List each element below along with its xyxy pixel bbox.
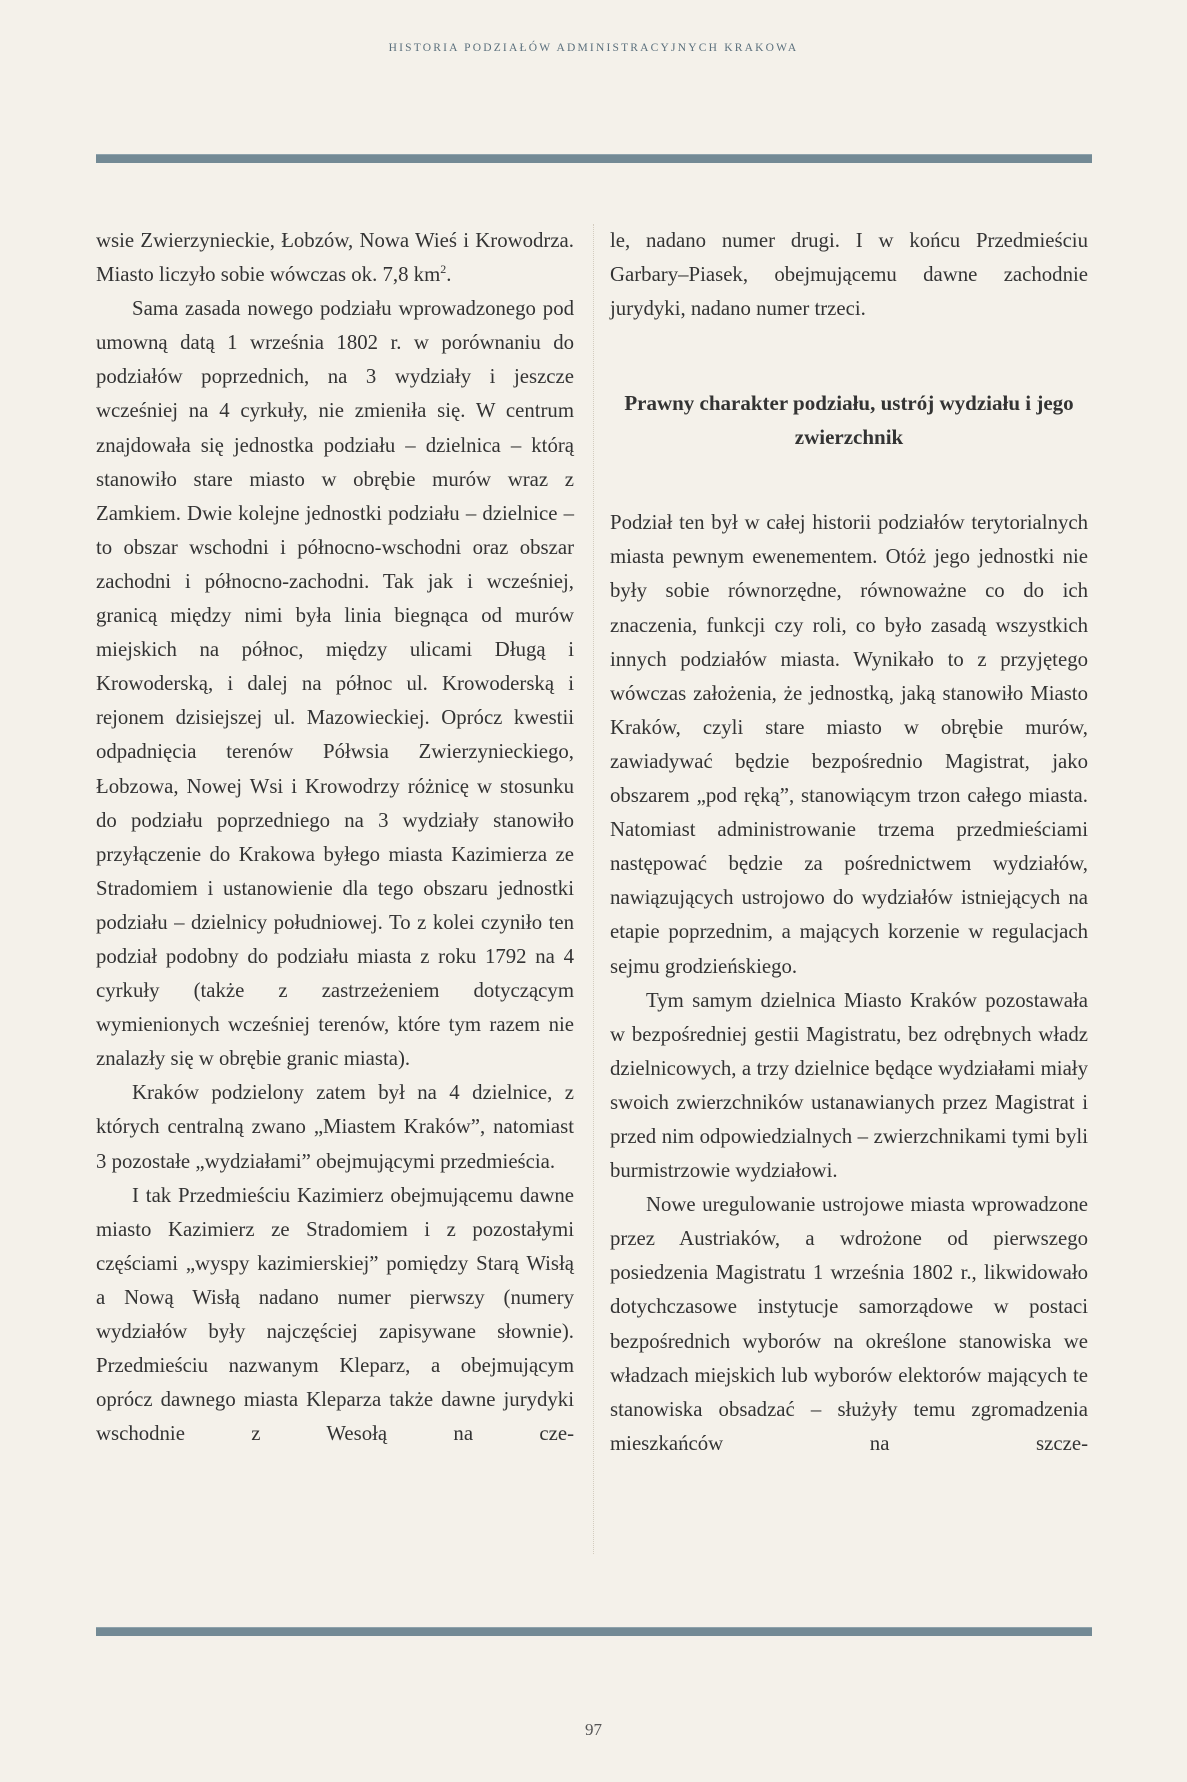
right-paragraph-2: Podział ten był w całej historii podziałów terytorialnych miasta pewnym ewenementem. Otóż jego jednostki nie były sobie równorzędne, równoważne co do ich znaczenia, funkcji czy roli, co było zasadą wszystkich innych podziałów miasta. Wynikało to z przyjętego wówczas założenia, że jednostką, jaką stanowiło Miasto Kraków, czyli stare miasto w obrębie murów, zawiadywać będzie bezpośrednio Magistrat, jako obszarem „pod ręką”, stanowiącym trzon całego miasta. Natomiast administrowanie trzema przedmieściami następować będzie za pośrednictwem wydziałów, nawiązujących ustrojowo do wydziałów istniejących na etapie poprzednim, a mających korzenie w regulacjach sejmu grodzieńskiego. — [610, 511, 1088, 978]
right-column — [610, 224, 1088, 1461]
left-paragraph-1 — [96, 224, 574, 292]
right-paragraph-3: Tym samym dzielnica Miasto Kraków pozostawała w bezpośredniej gestii Magistratu, bez odrębnych władz dzielnicowych, a trzy dzielnice będące wydziałami miały swoich zwierzchników ustanawianych przez Magistrat i przed nim odpowiedzialnych – zwierzchnikami tymi byli burmistrzowie wydziałowi. — [610, 988, 1088, 1183]
left-paragraph-3: Kraków podzielony zatem był na 4 dzielnice, z których centralną zwano „Miastem Kraków”, natomiast 3 pozostałe „wydziałami” obejmującymi przedmieścia. — [96, 1081, 574, 1173]
bottom-rule — [96, 1627, 1092, 1636]
right-paragraph-1: le, nadano numer drugi. I w końcu Przedmieściu Garbary–Piasek, obejmującemu dawne zachodnie jurydyki, nadano numer trzeci. — [610, 229, 1088, 321]
page-number: 97 — [585, 1720, 602, 1739]
left-paragraph-1-text: wsie Zwierzynieckie, Łobzów, Nowa Wieś i Krowodrza. Miasto liczyło sobie wówczas ok. 7,8 km — [96, 229, 574, 287]
left-paragraph-1-end: . — [446, 263, 452, 287]
section-heading: Prawny charakter podziału, ustrój wydziału i jego zwierzchnik — [624, 391, 1074, 450]
left-column — [96, 224, 574, 1451]
top-rule — [96, 154, 1092, 163]
left-paragraph-4: I tak Przedmieściu Kazimierz obejmującemu dawne miasto Kazimierz ze Stradomiem i z pozostałymi częściami „wyspy kazimierskiej” pomiędzy Starą Wisłą a Nową Wisłą nadano numer pierwszy (numery wydziałów były najczęściej zapisywane słownie). Przedmieściu nazwanym Kleparz, a obejmującym oprócz dawnego miasta Kleparza także dawne jurydyki wschodnie z Wesołą na cze- — [96, 1183, 574, 1446]
column-divider — [593, 224, 594, 1554]
left-paragraph-2: Sama zasada nowego podziału wprowadzonego pod umowną datą 1 września 1802 r. w porównaniu do podziałów poprzednich, na 3 wydziały i jeszcze wcześniej na 4 cyrkuły, nie zmieniła się. W centrum znajdowała się jednostka podziału – dzielnica – którą stanowiło stare miasto w obrębie murów wraz z Zamkiem. Dwie kolejne jednostki podziału – dzielnice – to obszar wschodni i północno-wschodni oraz obszar zachodni i północno-zachodni. Tak jak i wcześniej, granicą między nimi była linia biegnąca od murów miejskich na północ, między ulicami Długą i Krowoderską, i dalej na północ ul. Krowoderską i rejonem dzisiejszej ul. Mazowieckiej. Oprócz kwestii odpadnięcia terenów Półwsia Zwierzynieckiego, Łobzowa, Nowej Wsi i Krowodrzy różnicę w stosunku do podziału poprzedniego na 3 wydziały stanowiło przyłączenie do Krakowa byłego miasta Kazimierza ze Stradomiem i ustanowienie dla tego obszaru jednostki podziału – dzielnicy południowej. To z kolei czyniło ten podział podobny do podziału miasta z roku 1792 na 4 cyrkuły (także z zastrzeżeniem dotyczącym wymienionych wcześniej terenów, które tym razem nie znalazły się w obrębie granic miasta). — [96, 297, 574, 1071]
superscript: 2 — [440, 262, 447, 277]
right-paragraph-4: Nowe uregulowanie ustrojowe miasta wprowadzone przez Austriaków, a wdrożone od pierwszego posiedzenia Magistratu 1 września 1802 r., likwidowało dotychczasowe instytucje samorządowe w postaci bezpośrednich wyborów na określone stanowiska we władzach miejskich lub wyborów elektorów mających te stanowiska obsadzać – służyły temu zgromadzenia mieszkańców na szcze- — [610, 1193, 1088, 1455]
running-title: HISTORIA PODZIAŁÓW ADMINISTRACYJNYCH KRAKOWA — [388, 42, 799, 54]
